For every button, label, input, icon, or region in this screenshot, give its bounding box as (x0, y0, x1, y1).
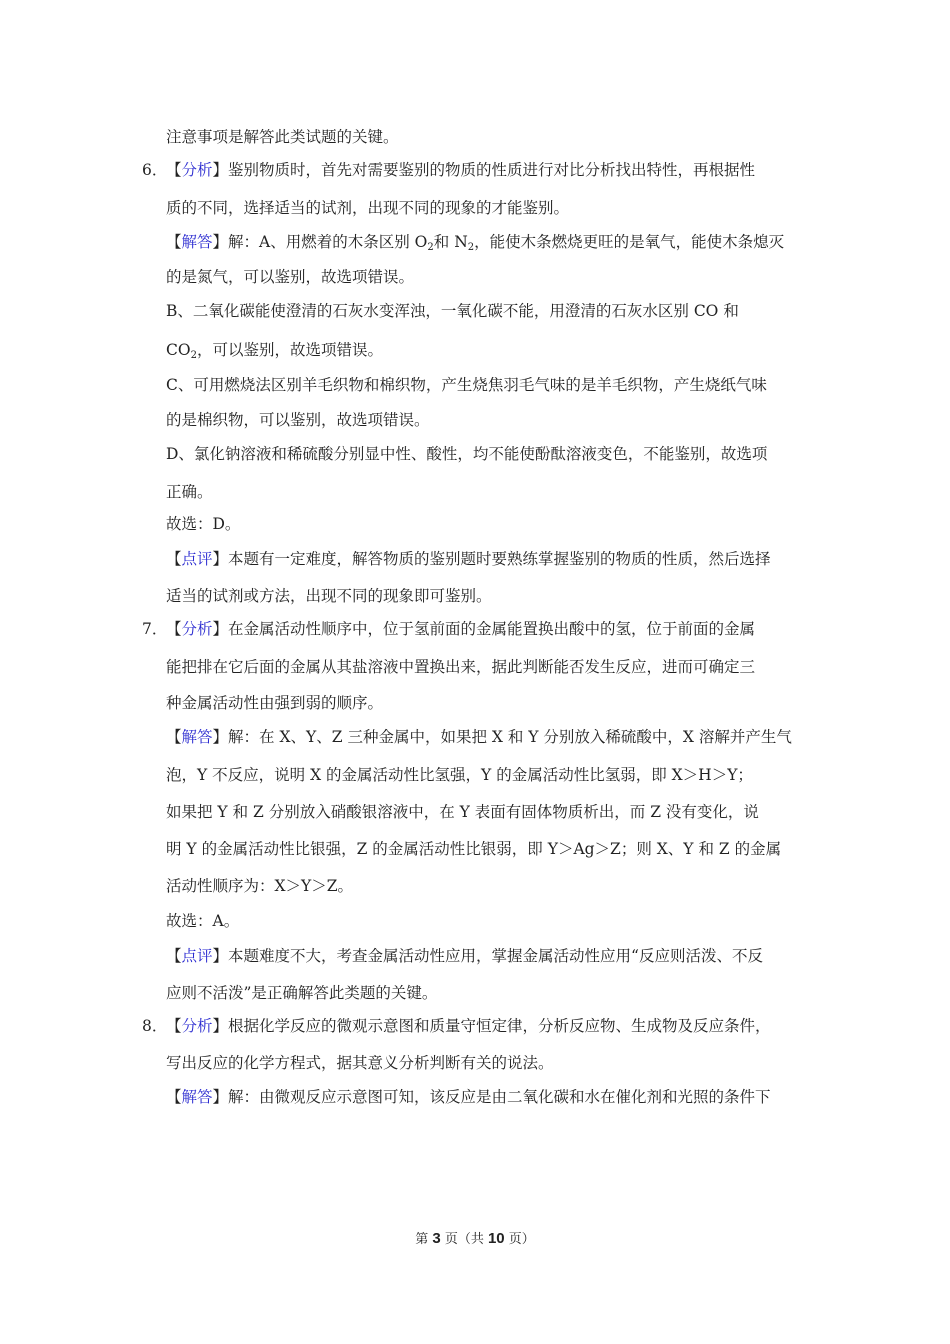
q7-answer-line-1: 【解答】解：在 X、Y、Z 三种金属中，如果把 X 和 Y 分别放入稀硫酸中，X 溶解并产生气 (166, 728, 792, 746)
q8-analysis-line-2: 写出反应的化学方程式，据其意义分析判断有关的说法。 (166, 1054, 554, 1072)
comment-label: 点评 (181, 947, 213, 965)
answer-label: 解答 (181, 233, 213, 251)
current-page-number: 3 (432, 1230, 441, 1247)
page-footer: 第 3 页（共 10 页） (415, 1230, 535, 1247)
q6-answer-line-2: 的是氮气，可以鉴别，故选项错误。 (166, 268, 415, 286)
q6-answer-line-5: C、可用燃烧法区别羊毛织物和棉织物，产生烧焦羽毛气味的是羊毛织物，产生烧纸气味 (166, 376, 767, 394)
q6-comment-line-2: 适当的试剂或方法，出现不同的现象即可鉴别。 (166, 587, 492, 605)
q7-analysis-line-2: 能把排在它后面的金属从其盐溶液中置换出来，据此判断能否发生反应，进而可确定三 (166, 658, 756, 676)
q6-analysis-line-2: 质的不同，选择适当的试剂，出现不同的现象的才能鉴别。 (166, 199, 570, 217)
q6-analysis-line-1: 【分析】鉴别物质时，首先对需要鉴别的物质的性质进行对比分析找出特性，再根据性 (166, 161, 756, 179)
analysis-label: 分析 (181, 1017, 213, 1035)
q7-answer-line-2: 泡，Y 不反应，说明 X 的金属活动性比氢强，Y 的金属活动性比氢弱，即 X＞H＞Y； (166, 766, 753, 784)
q7-number: 7． (142, 620, 168, 638)
q8-analysis-line-1: 【分析】根据化学反应的微观示意图和质量守恒定律，分析反应物、生成物及反应条件， (166, 1017, 771, 1035)
q6-number: 6． (142, 161, 168, 179)
q6-answer-line-7: D、氯化钠溶液和稀硫酸分别显中性、酸性，均不能使酚酞溶液变色，不能鉴别，故选项 (166, 445, 768, 463)
total-page-count: 10 (487, 1230, 505, 1247)
intro-line: 注意事项是解答此类试题的关键。 (166, 128, 399, 146)
q7-comment-line-1: 【点评】本题难度不大，考查金属活动性应用，掌握金属活动性应用“反应则活泼、不反 (166, 947, 763, 965)
comment-label: 点评 (181, 550, 213, 568)
q6-answer-line-4: $CO_2$，可以鉴别，故选项错误。 (166, 341, 383, 361)
analysis-label: 分析 (181, 161, 213, 179)
q6-answer-line-1: 【解答】解：A、用燃着的木条区别 $O_2$和 $N_2$，能使木条燃烧更旺的是氧气，能使木条熄灭 (166, 233, 785, 253)
q8-answer-line-1: 【解答】解：由微观反应示意图可知，该反应是由二氧化碳和水在催化剂和光照的条件下 (166, 1088, 771, 1106)
q7-answer-line-3: 如果把 Y 和 Z 分别放入硝酸银溶液中，在 Y 表面有固体物质析出，而 Z 没有变化，说 (166, 803, 759, 821)
q6-comment-line-1: 【点评】本题有一定难度，解答物质的鉴别题时要熟练掌握鉴别的物质的性质，然后选择 (166, 550, 771, 568)
answer-label: 解答 (181, 728, 213, 746)
q7-analysis-line-3: 种金属活动性由强到弱的顺序。 (166, 694, 384, 712)
q8-number: 8． (142, 1017, 168, 1035)
q7-analysis-line-1: 【分析】在金属活动性顺序中，位于氢前面的金属能置换出酸中的氢，位于前面的金属 (166, 620, 756, 638)
q6-answer-line-8: 正确。 (166, 483, 213, 501)
q6-answer-line-6: 的是棉织物，可以鉴别，故选项错误。 (166, 411, 430, 429)
q6-choice: 故选：D。 (166, 515, 241, 533)
answer-label: 解答 (181, 1088, 213, 1106)
analysis-label: 分析 (181, 620, 213, 638)
q7-answer-line-5: 活动性顺序为：X＞Y＞Z。 (166, 877, 354, 895)
q6-answer-line-3: B、二氧化碳能使澄清的石灰水变浑浊，一氧化碳不能，用澄清的石灰水区别 CO 和 (166, 302, 739, 320)
q7-answer-line-4: 明 Y 的金属活动性比银强，Z 的金属活动性比银弱，即 Y＞Ag＞Z；则 X、Y 和 Z 的金属 (166, 840, 782, 858)
q7-comment-line-2: 应则不活泼”是正确解答此类题的关键。 (166, 984, 438, 1002)
q7-choice: 故选：A。 (166, 912, 240, 930)
